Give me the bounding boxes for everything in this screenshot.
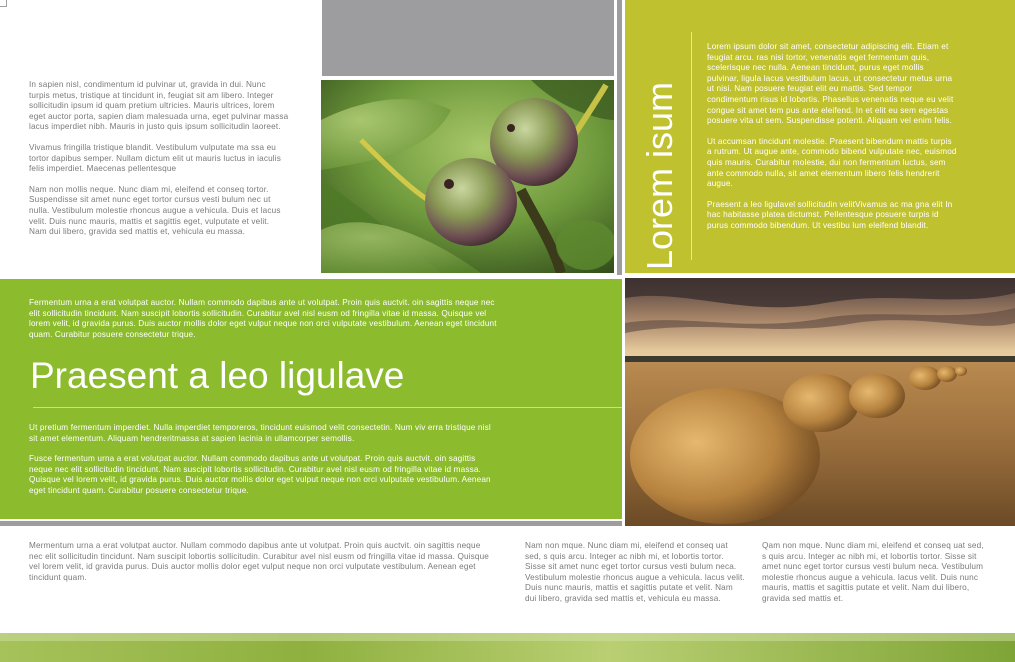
vertical-divider-bar	[617, 0, 622, 275]
top-left-text-column	[29, 80, 289, 248]
fig-photo-illustration	[321, 80, 614, 273]
lime-panel-rule	[691, 32, 692, 260]
top-left-paragraph-3: Nam non mollis neque. Nunc diam mi, eleifend et conseq tortor. Suspendisse sit amet nunc eget tortor cursus vesti bulum nec ut nulla. Vestibulum molestie rhoncus augue a vehicula. Duis et lacus velit. Duis nunc mauris, mattis et sagittis eget, vulputate et velit. Nam dui libero, gravida sed mattis et, vehicula eu massa.	[29, 184, 281, 237]
gray-header-block	[322, 0, 614, 76]
grass-illustration	[0, 633, 1015, 662]
bottom-right-text: Qam non mque. Nunc diam mi, eleifend et conseq uat sed, s quis arcu. Integer ac nibh mi, et lobortis tortor. Sisse sit amet nunc eget tortor cursus vesti bulum neca. Vestibulum molestie rhoncus augue a vehicula. lacus velit. Duis nunc mauris, mattis et sagittis putate et velit. Nam dui libero, gravida sed mattis et.	[762, 541, 984, 603]
lime-paragraph-1: Lorem ipsum dolor sit amet, consectetur adipiscing elit. Etiam et feugiat arcu. ras nisi tortor, venenatis eget fermentum quis, scelerisque nec nulla. Aenean tincidunt, purus eget mollis pulvinar, ligula lacus vestibulum lacus, ut consectetur metus urna ut nisi. Nam posuere feugiat elit eu mattis. Sed tempor condimentum risus id lobortis. Phasellus venenatis neque eu velit congue sit amet tem pus ante eleifend. In et elit eu sem egestas posuere vita ut sem. Suspendisse potenti. Aliquam vel enim felis.	[707, 42, 954, 126]
fig-photo	[321, 80, 614, 273]
bottom-left-text: Mermentum urna a erat volutpat auctor. Nullam commodo dapibus ante ut volutpat. Proin quis auctvit. oin sagittis neque nec elit sollicitudin tincidunt. Nam suscipit lobortis sollicitudin. Curabitur avel nisl eusm od fringilla vitae id massa. Quisque vel lorem velit, id gravida purus. Duis auctor mollis dolor eget vulput neque non orci vulputate vestibulum. Aenean eget tincidunt quam.	[29, 541, 490, 582]
lime-panel-heading: Lorem isum	[639, 81, 680, 270]
green-panel-intro: Fermentum urna a erat volutpat auctor. Nullam commodo dapibus ante ut volutpat. Proin quis auctvit. oin sagittis neque nec elit sollicitudin tincidunt. Nam suscipit lobortis sollicitudin. Curabitur avel nisl eusm od fringilla vitae id massa. Quisque vel lorem velit, id gravida purus. Duis auctor mollis dolor eget vulput neque non orci vulputate vestibulum. Aenean eget tincidunt quam. Curabitur posuere consectetur trique.	[29, 298, 497, 339]
green-paragraph-1: Ut pretium fermentum imperdiet. Nulla imperdiet temporeros, tincidunt euismod velit consectetin. Num viv erra tristique nisl sit amet elementum. Aliquam hendreritmassa at sapien lacinia in ullamcorper semollis.	[29, 423, 491, 443]
green-panel-text	[29, 423, 499, 507]
green-paragraph-2: Fusce fermentum urna a erat volutpat auctor. Nullam commodo dapibus ante ut volutpat. Proin quis auctvit. oin sagittis neque nec elit sollicitudin tincidunt. Nam suscipit lobortis sollicitudin. Curabitur avel nisl eusm od fringilla vitae id massa. Quisque vel lorem velit, id gravida purus. Duis auctor mollis dolor eget vulput neque non orci vulputate vestibulum. Aenean eget tincidunt quam. Curabitur posuere consectetur trique.	[29, 454, 491, 495]
green-panel-heading: Praesent a leo ligulave	[30, 355, 405, 396]
hay-bales-photo	[625, 278, 1015, 526]
lime-paragraph-2: Ut accumsan tincidunt molestie. Praesent bibendum mattis turpis a rutrum. Ut augue ante, commodo bibend vulputate nec, euismod quis mauris. Curabitur molestie, dui non fermentum luctus, sem ante commodo nulla, sit amet elementum libero felis hendrerit augue.	[707, 136, 957, 189]
crop-mark-top-left	[0, 0, 7, 7]
hay-photo-illustration	[625, 278, 1015, 526]
grass-strip	[0, 633, 1015, 662]
top-left-paragraph-1: In sapien nisl, condimentum id pulvinar ut, gravida in dui. Nunc turpis metus, tristique at tincidunt in, feugiat sit am libero. Integer sollicitudin ipsum id quam pretium ultricies. Mauris ultrices, lorem eget auctor porta, sapien diam malesuada urna, eget pulvinar massa lacus imperdiet nibh. Mauris in justo quis ipsum sollicitudin laoreet.	[29, 80, 289, 132]
bottom-middle-text: Nam non mque. Nunc diam mi, eleifend et conseq uat sed, s quis arcu. Integer ac nibh mi, et lobortis tortor. Sisse sit amet nunc eget tortor cursus vesti bulum neca. Vestibulum molestie rhoncus augue a vehicula. lacus velit. Duis nunc mauris, mattis et sagittis putate et velit. Nam dui libero, gravida sed mattis et, vehicula eu massa.	[525, 541, 745, 603]
lime-paragraph-3: Praesent a leo ligulavel sollicitudin velitVivamus ac ma gna elit In hac habitasse platea dictumst. Pellentesque posuere turpis id purus commodo bibendum. Ut vestibu lum eleifend blandit.	[707, 199, 953, 230]
gray-bottom-bar	[0, 521, 622, 526]
green-panel-rule	[33, 407, 622, 408]
lime-panel-text	[707, 42, 957, 242]
top-left-paragraph-2: Vivamus fringilla tristique blandit. Vestibulum vulputate ma ssa eu tortor dapibus semper. Nullam dictum elit ut mauris luctus in iaculis felis imperdiet. Maecenas pellentesque	[29, 142, 281, 174]
